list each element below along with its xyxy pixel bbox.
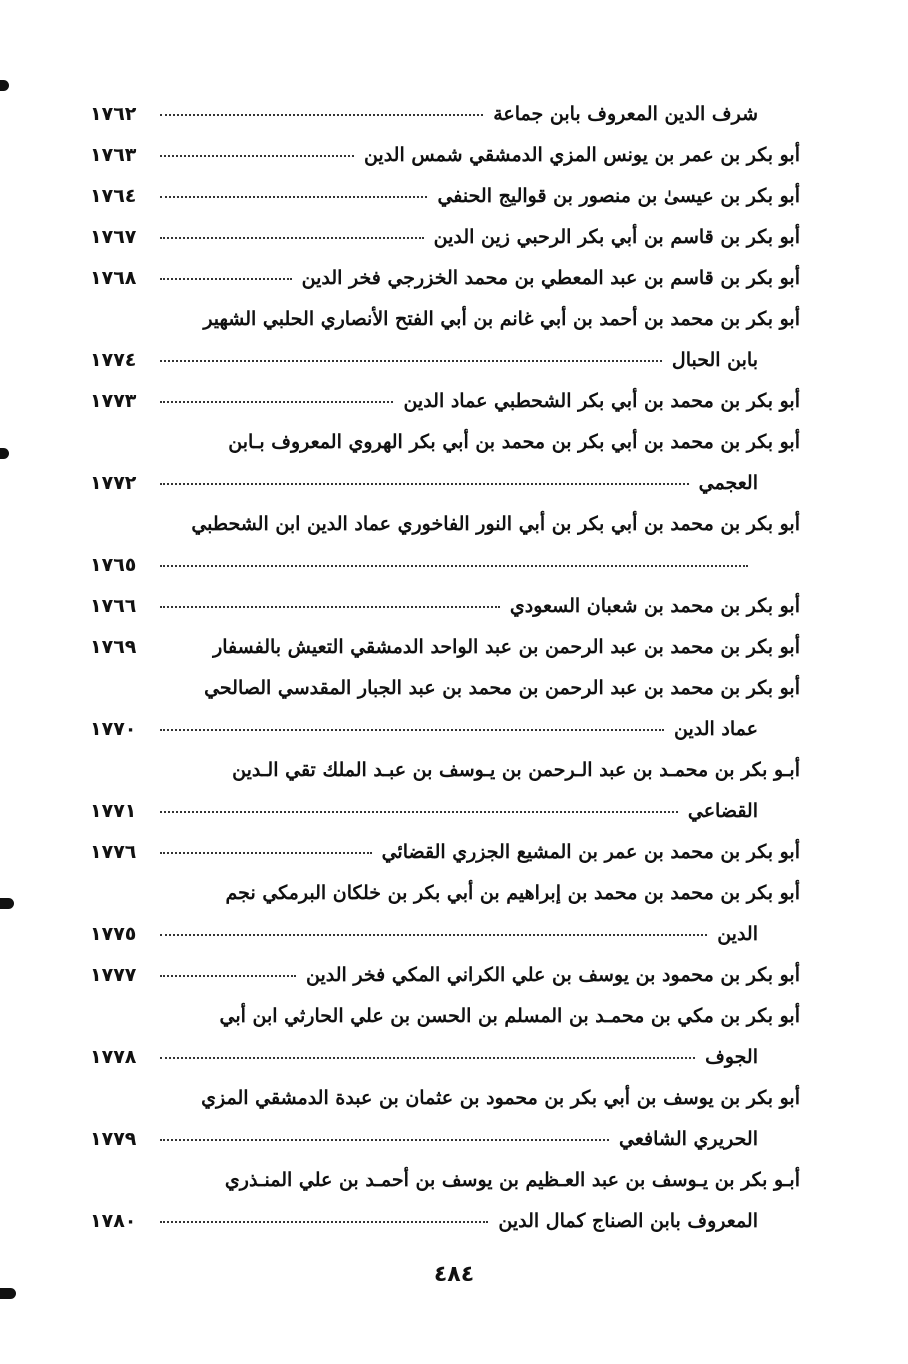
entry-number: ١٧٧٦ bbox=[90, 841, 137, 863]
leader-dots bbox=[160, 1057, 695, 1059]
entry-name: العجمي bbox=[698, 472, 758, 494]
margin-mark bbox=[0, 448, 9, 459]
index-entry bbox=[90, 1150, 800, 1232]
index-entry bbox=[90, 658, 800, 740]
entry-name: أبو بكر بن محمود بن يوسف بن علي الكراني المكي فخر الدين bbox=[306, 964, 800, 986]
entry-number: ١٧٧٠ bbox=[90, 718, 137, 740]
entry-name: أبو بكر بن عمر بن يونس المزي الدمشقي شمس الدين bbox=[363, 144, 800, 166]
leader-dots bbox=[160, 360, 662, 362]
leader-dots bbox=[160, 114, 483, 116]
leader-dots bbox=[160, 934, 707, 936]
margin-mark bbox=[0, 898, 14, 909]
leader-dots bbox=[160, 1139, 609, 1141]
entry-number: ١٧٦٥ bbox=[90, 554, 137, 576]
page-number: ٤٨٤ bbox=[433, 1262, 475, 1287]
leader-dots bbox=[160, 483, 689, 485]
index-entry bbox=[90, 945, 800, 986]
entry-number: ١٧٧٢ bbox=[90, 472, 137, 494]
leader-dots bbox=[160, 606, 500, 608]
index-entry bbox=[90, 1068, 800, 1150]
entry-number: ١٧٨٠ bbox=[90, 1210, 137, 1232]
entry-name: الجوف bbox=[705, 1046, 758, 1068]
entry-number: ١٧٧٤ bbox=[90, 349, 137, 371]
index-entry bbox=[90, 986, 800, 1068]
entry-name: أبو بكر بن محمد بن أبي بكر بن محمد بن أبي بكر الهروي المعروف بـابن bbox=[228, 431, 800, 453]
entry-number: ١٧٧٩ bbox=[90, 1128, 137, 1150]
leader-dots bbox=[160, 237, 424, 239]
leader-dots bbox=[160, 278, 292, 280]
entry-number: ١٧٦٤ bbox=[90, 185, 137, 207]
entry-name: أبو بكر بن مكي بن محمـد بن المسلم بن الحسن بن علي الحارثي ابن أبي bbox=[219, 1005, 800, 1027]
index-list bbox=[90, 84, 800, 1232]
leader-dots bbox=[160, 565, 748, 567]
index-entry bbox=[90, 248, 800, 289]
index-entry bbox=[90, 412, 800, 494]
entry-name: عماد الدين bbox=[674, 718, 758, 740]
entry-name: أبو بكر بن يوسف بن أبي بكر بن محمود بن عثمان بن عبدة الدمشقي المزي bbox=[201, 1087, 800, 1109]
entry-name: الحريري الشافعي bbox=[619, 1128, 758, 1150]
entry-name: أبو بكر بن عيسىٰ بن منصور بن قواليج الحنفي bbox=[437, 185, 800, 207]
entry-number: ١٧٧٧ bbox=[90, 964, 137, 986]
entry-name: أبو بكر بن محمد بن عبد الرحمن بن عبد الواحد الدمشقي التعيش بالفسفار bbox=[213, 636, 800, 658]
index-entry bbox=[90, 822, 800, 863]
entry-name: شرف الدين المعروف بابن جماعة bbox=[493, 103, 758, 125]
index-entry bbox=[90, 576, 800, 617]
margin-mark bbox=[0, 80, 9, 91]
index-entry bbox=[90, 371, 800, 412]
leader-dots bbox=[160, 196, 427, 198]
margin-mark bbox=[0, 1288, 16, 1299]
entry-number: ١٧٦٣ bbox=[90, 144, 137, 166]
index-entry bbox=[90, 84, 800, 125]
entry-name: أبـو بكر بن يـوسف بن عبد العـظيم بن يوسف بن أحمـد بن علي المنـذري bbox=[224, 1169, 800, 1191]
entry-name: الدين bbox=[717, 923, 758, 945]
entry-name: أبو بكر بن محمد بن محمد بن إبراهيم بن أبي بكر بن خلكان البرمكي نجم bbox=[225, 882, 800, 904]
entry-name: القضاعي bbox=[687, 800, 758, 822]
leader-dots bbox=[160, 811, 678, 813]
entry-number: ١٧٧٣ bbox=[90, 390, 137, 412]
leader-dots bbox=[160, 155, 354, 157]
index-entry bbox=[90, 740, 800, 822]
index-entry bbox=[90, 125, 800, 166]
leader-dots bbox=[160, 401, 393, 403]
index-entry bbox=[90, 863, 800, 945]
entry-name: بابن الحبال bbox=[671, 349, 758, 371]
entry-name: أبو بكر بن محمد بن أبي بكر بن أبي النور الفاخوري عماد الدين ابن الشحطبي bbox=[191, 513, 800, 535]
entry-number: ١٧٧٥ bbox=[90, 923, 137, 945]
entry-number: ١٧٦٩ bbox=[90, 636, 137, 658]
leader-dots bbox=[160, 975, 296, 977]
entry-name: المعروف بابن الصناج كمال الدين bbox=[498, 1210, 758, 1232]
entry-name: أبو بكر بن محمد بن عمر بن المشيع الجزري القضائي bbox=[381, 841, 800, 863]
leader-dots bbox=[160, 729, 664, 731]
index-entry bbox=[90, 166, 800, 207]
entry-number: ١٧٦٧ bbox=[90, 226, 137, 248]
entry-name: أبو بكر بن قاسم بن أبي بكر الرحبي زين الدين bbox=[433, 226, 800, 248]
entry-number: ١٧٧٨ bbox=[90, 1046, 137, 1068]
entry-name: أبو بكر بن محمد بن أبي بكر الشحطبي عماد الدين bbox=[403, 390, 800, 412]
entry-number: ١٧٦٦ bbox=[90, 595, 137, 617]
entry-number: ١٧٧١ bbox=[90, 800, 137, 822]
entry-name: أبو بكر بن محمد بن شعبان السعودي bbox=[509, 595, 800, 617]
index-entry bbox=[90, 617, 800, 658]
index-entry bbox=[90, 494, 800, 576]
entry-name: أبو بكر بن محمد بن أحمد بن أبي غانم بن أبي الفتح الأنصاري الحلبي الشهير bbox=[203, 308, 800, 330]
leader-dots bbox=[160, 852, 372, 854]
leader-dots bbox=[160, 1221, 488, 1223]
entry-name: أبو بكر بن قاسم بن عبد المعطي بن محمد الخزرجي فخر الدين bbox=[301, 267, 800, 289]
index-entry bbox=[90, 289, 800, 371]
entry-name: أبو بكر بن محمد بن عبد الرحمن بن محمد بن عبد الجبار المقدسي الصالحي bbox=[204, 677, 800, 699]
entry-number: ١٧٦٨ bbox=[90, 267, 137, 289]
entry-name: أبـو بكر بن محمـد بن عبد الـرحمن بن يـوسف بن عبـد الملك تقي الـدين bbox=[232, 759, 800, 781]
entry-number: ١٧٦٢ bbox=[90, 103, 137, 125]
index-entry bbox=[90, 207, 800, 248]
